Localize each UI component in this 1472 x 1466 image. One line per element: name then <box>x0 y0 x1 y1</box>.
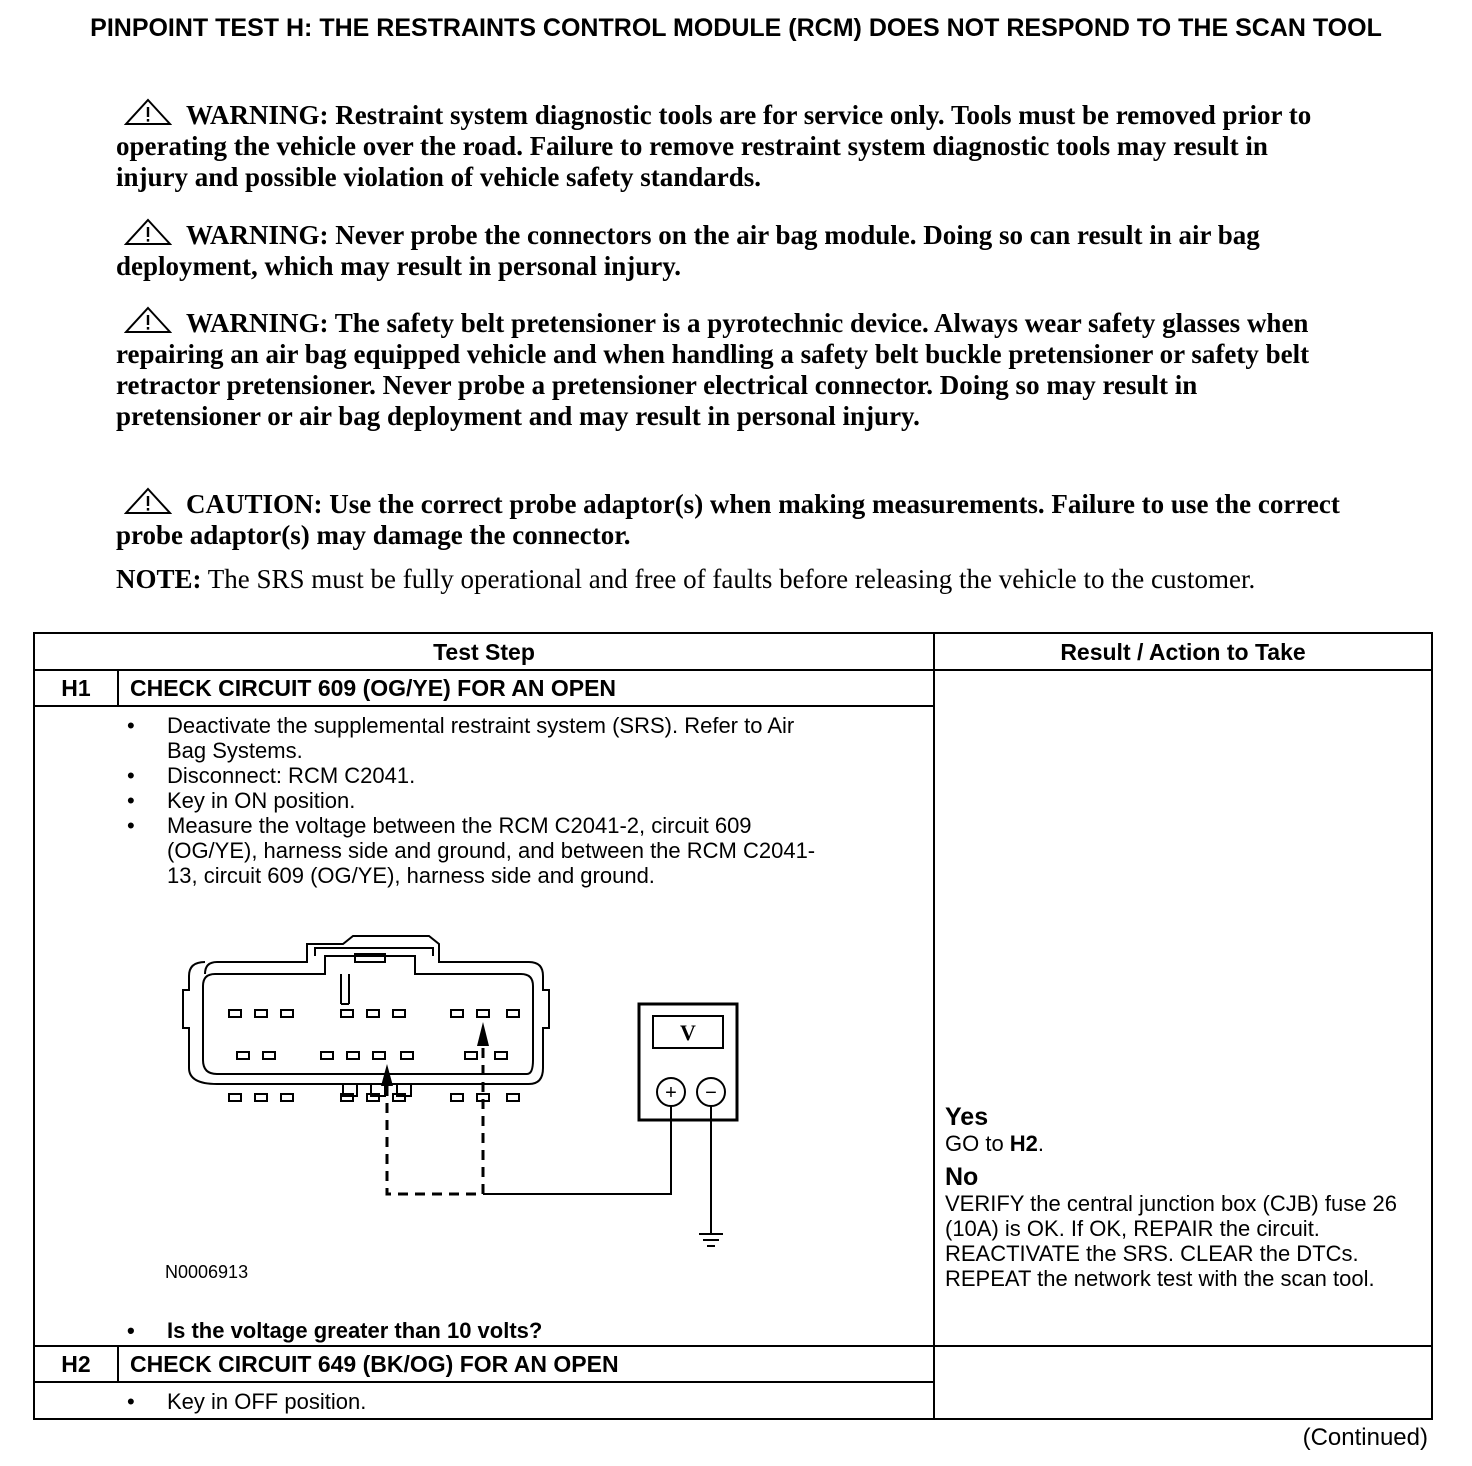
warning-2 <box>116 218 1346 282</box>
warning-triangle-icon <box>124 218 172 246</box>
warning-triangle-icon <box>124 98 172 126</box>
warning-label: WARNING: <box>186 220 329 250</box>
no-label: No <box>945 1163 979 1191</box>
no-action: VERIFY the central junction box (CJB) fuse 26 (10A) is OK. If OK, REPAIR the circuit. REACTIVATE the SRS. CLEAR the DTCs. REPEAT the network test with the scan tool. <box>945 1191 1398 1291</box>
test-table <box>33 632 1433 1420</box>
note-label: NOTE: <box>116 564 202 594</box>
warning-text: Never probe the connectors on the air bag module. Doing so can result in air bag deployment, which may result in personal injury. <box>116 220 1260 281</box>
connector-diagram <box>175 934 775 1264</box>
continued-label: (Continued) <box>1302 1424 1428 1451</box>
question: • Is the voltage greater than 10 volts? <box>117 1318 917 1343</box>
figure-code: N0006913 <box>165 1262 249 1282</box>
caution <box>116 487 1346 551</box>
meter-label: V <box>680 1020 696 1045</box>
warning-label: WARNING: <box>186 308 329 338</box>
step-id-h2: H2 <box>61 1351 91 1377</box>
step-title-h1: CHECK CIRCUIT 609 (OG/YE) FOR AN OPEN <box>130 675 617 701</box>
warning-3 <box>116 306 1346 432</box>
warning-triangle-icon <box>124 306 172 334</box>
header-test-step: Test Step <box>433 639 535 665</box>
warning-1 <box>116 98 1346 193</box>
caution-label: CAUTION: <box>186 489 323 519</box>
header-result: Result / Action to Take <box>1060 639 1306 665</box>
list-item: • Key in ON position. <box>117 788 837 813</box>
step-id-h1: H1 <box>61 675 91 701</box>
yes-action <box>945 1131 1044 1156</box>
list-item: • Measure the voltage between the RCM C2041-2, circuit 609 (OG/YE), harness side and ground, and between the RCM C2041-13, circuit 609 (OG/YE), harness side and ground. <box>117 813 837 888</box>
note-text: The SRS must be fully operational and free of faults before releasing the vehicle to the customer. <box>201 564 1256 594</box>
meter-plus: + <box>665 1082 677 1104</box>
yes-target: H2 <box>1009 1131 1038 1156</box>
yes-action-text: GO to <box>945 1131 1010 1156</box>
yes-post: . <box>1037 1131 1045 1156</box>
list-item: • Key in OFF position. <box>117 1389 897 1414</box>
h1-instructions <box>117 713 837 888</box>
list-item: • Deactivate the supplemental restraint system (SRS). Refer to Air Bag Systems. <box>117 713 837 763</box>
list-item: • Disconnect: RCM C2041. <box>117 763 837 788</box>
h1-question <box>117 1318 917 1343</box>
page-title: PINPOINT TEST H: THE RESTRAINTS CONTROL MODULE (RCM) DOES NOT RESPOND TO THE SCAN TOOL <box>90 14 1382 42</box>
ground-icon <box>699 1234 723 1246</box>
h2-instructions <box>117 1389 897 1414</box>
caution-text: Use the correct probe adaptor(s) when making measurements. Failure to use the correct probe adaptor(s) may damage the connector. <box>116 489 1340 550</box>
meter-minus: − <box>705 1082 717 1104</box>
warning-text: Restraint system diagnostic tools are for service only. Tools must be removed prior to operating the vehicle over the road. Failure to remove restraint system diagnostic tools may result in injury and possible violation of vehicle safety standards. <box>116 100 1312 192</box>
step-title-h2: CHECK CIRCUIT 649 (BK/OG) FOR AN OPEN <box>130 1351 619 1377</box>
yes-label: Yes <box>945 1103 989 1131</box>
note <box>116 564 1346 595</box>
warning-label: WARNING: <box>186 100 329 130</box>
warning-text: The safety belt pretensioner is a pyrotechnic device. Always wear safety glasses when repairing an air bag equipped vehicle and when handling a safety belt buckle pretensioner or safety belt retractor pretensioner. Never probe a pretensioner electrical connector. Doing so may result in pretensioner or air bag deployment and may result in personal injury. <box>116 308 1310 431</box>
warning-triangle-icon <box>124 487 172 515</box>
